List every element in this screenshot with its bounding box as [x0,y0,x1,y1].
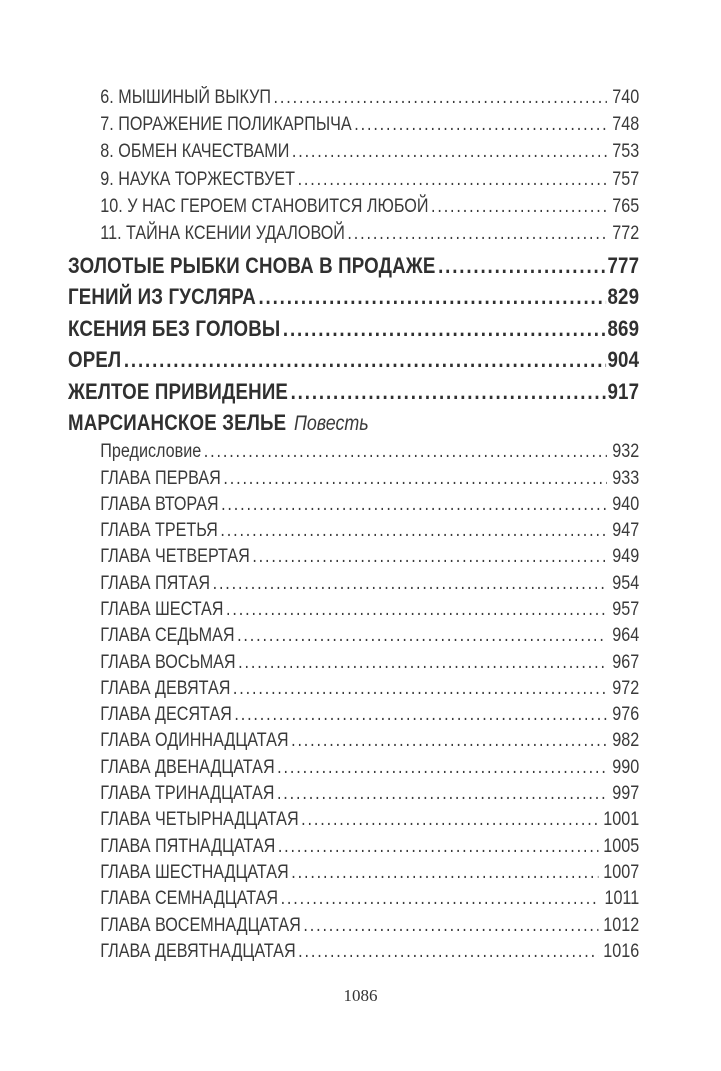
dot-leader [298,166,608,193]
dot-leader [204,439,607,465]
toc-entry [68,315,639,342]
toc-entry [68,439,639,465]
page-footer [0,986,721,1006]
toc-entry [68,111,639,138]
toc-list [68,84,639,965]
toc-entry-title: ОРЕЛ [68,347,122,373]
toc-entry-title: 11. ТАЙНА КСЕНИИ УДАЛОВОЙ [100,223,345,245]
dot-leader [277,781,607,807]
toc-entry-title: ЗОЛОТЫЕ РЫБКИ СНОВА В ПРОДАЖЕ [68,252,436,278]
toc-entry-title: МАРСИАНСКОЕ ЗЕЛЬЕ [68,410,287,436]
toc-entry-page: 1001 [603,809,640,831]
toc-entry-title: ГЛАВА ПЯТАЯ [100,572,211,594]
toc-entry-page: 949 [612,546,640,568]
dot-leader [221,492,607,518]
toc-entry [68,378,639,405]
toc-entry-title: Предисловие [100,441,202,463]
dot-leader [431,193,607,220]
toc-entry-title: ГЛАВА ШЕСТНАДЦАТАЯ [100,861,289,883]
toc-entry-page: 976 [612,704,640,726]
toc-entry-page: 947 [612,520,640,542]
dot-leader [291,728,607,754]
page-number: 1086 [343,986,378,1005]
toc-entry-page: 972 [612,677,640,699]
dot-leader [291,378,606,405]
dot-leader [277,755,607,781]
toc-entry [68,939,639,965]
toc-entry [68,193,639,220]
toc-entry-page: 1016 [603,940,640,962]
toc-entry [68,518,639,544]
dot-leader [278,834,598,860]
toc-entry [68,597,639,623]
dot-leader [281,886,600,912]
toc-entry-title: ГЛАВА ВОСЬМАЯ [100,651,236,673]
dot-leader [213,571,608,597]
dot-leader [274,84,608,111]
toc-entry-title: ГЛАВА ВОСЕМНАДЦАТАЯ [100,914,301,936]
toc-entry [68,623,639,649]
toc-entry [68,913,639,939]
toc-entry-page: 964 [612,625,640,647]
toc-entry-page: 932 [612,441,640,463]
dot-leader [292,138,607,165]
toc-entry-page: 1005 [603,835,640,857]
toc-entry [68,166,639,193]
toc-entry-title: ГЛАВА ДЕСЯТАЯ [100,704,232,726]
dot-leader [237,623,607,649]
toc-entry [68,781,639,807]
toc-entry [68,860,639,886]
toc-entry-title: 8. ОБМЕН КАЧЕСТВАМИ [100,141,290,163]
toc-entry-title: ЖЕЛТОЕ ПРИВИДЕНИЕ [68,378,289,404]
dot-leader [233,676,607,702]
toc-entry-page: 904 [607,347,640,373]
toc-entry-title: ГЛАВА СЕМНАДЦАТАЯ [100,888,279,910]
toc-entry-page: 990 [612,756,640,778]
toc-entry-title: ГЛАВА СЕДЬМАЯ [100,625,235,647]
toc-entry-title: ГЛАВА ЧЕТВЕРТАЯ [100,546,250,568]
toc-entry-title: 10. У НАС ГЕРОЕМ СТАНОВИТСЯ ЛЮБОЙ [100,195,429,217]
toc-entry [68,84,639,111]
toc-entry [68,220,639,247]
toc-entry-page: 777 [607,252,640,278]
dot-leader [301,807,598,833]
toc-entry [68,466,639,492]
toc-entry-page: 869 [607,315,640,341]
toc-entry [68,252,639,279]
toc-entry [68,834,639,860]
toc-entry-title: ГЛАВА ДЕВЯТНАДЦАТАЯ [100,940,296,962]
toc-entry-page: 933 [612,467,640,489]
toc-entry-page: 982 [612,730,640,752]
dot-leader [347,220,607,247]
dot-leader [124,346,606,373]
toc-entry-title: ГЛАВА ДВЕНАДЦАТАЯ [100,756,275,778]
dot-leader [258,283,605,310]
dot-leader [438,252,606,279]
toc-entry-title: ГЛАВА ЧЕТЫРНАДЦАТАЯ [100,809,299,831]
toc-entry [68,346,639,373]
dot-leader [238,650,607,676]
toc-entry-page: 829 [607,284,640,310]
toc-entry-title: ГЛАВА ТРИНАДЦАТАЯ [100,783,275,805]
dot-leader [303,913,598,939]
dot-leader [354,111,607,138]
toc-entry [68,886,639,912]
toc-entry-page: 765 [612,195,640,217]
toc-entry-page: 997 [612,783,640,805]
toc-entry [68,492,639,518]
toc-entry-page: 753 [612,141,640,163]
toc-entry-page: 772 [612,223,640,245]
toc-entry [68,728,639,754]
toc-entry [68,755,639,781]
toc-entry-page: 940 [612,493,640,515]
toc-entry [68,676,639,702]
toc-entry [68,283,639,310]
toc-entry-page: 957 [612,599,640,620]
toc-entry-title: 9. НАУКА ТОРЖЕСТВУЕТ [100,168,296,190]
toc-entry-page: 1012 [603,914,640,936]
toc-entry-title: 7. ПОРАЖЕНИЕ ПОЛИКАРПЫЧА [100,114,352,136]
toc-entry-title: ГЛАВА ОДИННАДЦАТАЯ [100,730,289,752]
dot-leader [298,939,598,965]
toc-entry-title: ГЛАВА ШЕСТАЯ [100,599,224,620]
toc-entry [68,650,639,676]
toc-entry [68,544,639,570]
toc-entry-page: 740 [612,87,640,108]
toc-entry [68,571,639,597]
toc-entry-page: 954 [612,572,640,594]
toc-entry-page: 1007 [603,861,640,883]
dot-leader [252,544,607,570]
toc-entry [68,807,639,833]
toc-entry-title: ГЛАВА ТРЕТЬЯ [100,520,218,542]
dot-leader [220,518,607,544]
toc-entry-title: КСЕНИЯ БЕЗ ГОЛОВЫ [68,315,281,341]
dot-leader [226,597,607,623]
toc-entry [68,702,639,728]
toc-entry [68,138,639,165]
toc-entry-title: ГЛАВА ДЕВЯТАЯ [100,677,231,699]
toc-entry-page: 748 [612,114,640,136]
toc-entry-page: 757 [612,168,640,190]
dot-leader [283,315,606,342]
toc-entry-page: 917 [607,378,640,404]
toc-entry [68,409,639,437]
dot-leader [291,860,598,886]
dot-leader [234,702,607,728]
toc-entry-page: 967 [612,651,640,673]
toc-entry-title: ГЛАВА ПЯТНАДЦАТАЯ [100,835,276,857]
toc-entry-subtitle: Повесть [293,412,369,436]
dot-leader [223,466,607,492]
toc-entry-title: ГЛАВА ПЕРВАЯ [100,467,221,489]
toc-entry-title: 6. МЫШИНЫЙ ВЫКУП [100,87,272,108]
toc-entry-title: ГЛАВА ВТОРАЯ [100,493,219,515]
toc-entry-page: 1011 [604,888,640,910]
toc-entry-title: ГЕНИЙ ИЗ ГУСЛЯРА [68,284,256,310]
